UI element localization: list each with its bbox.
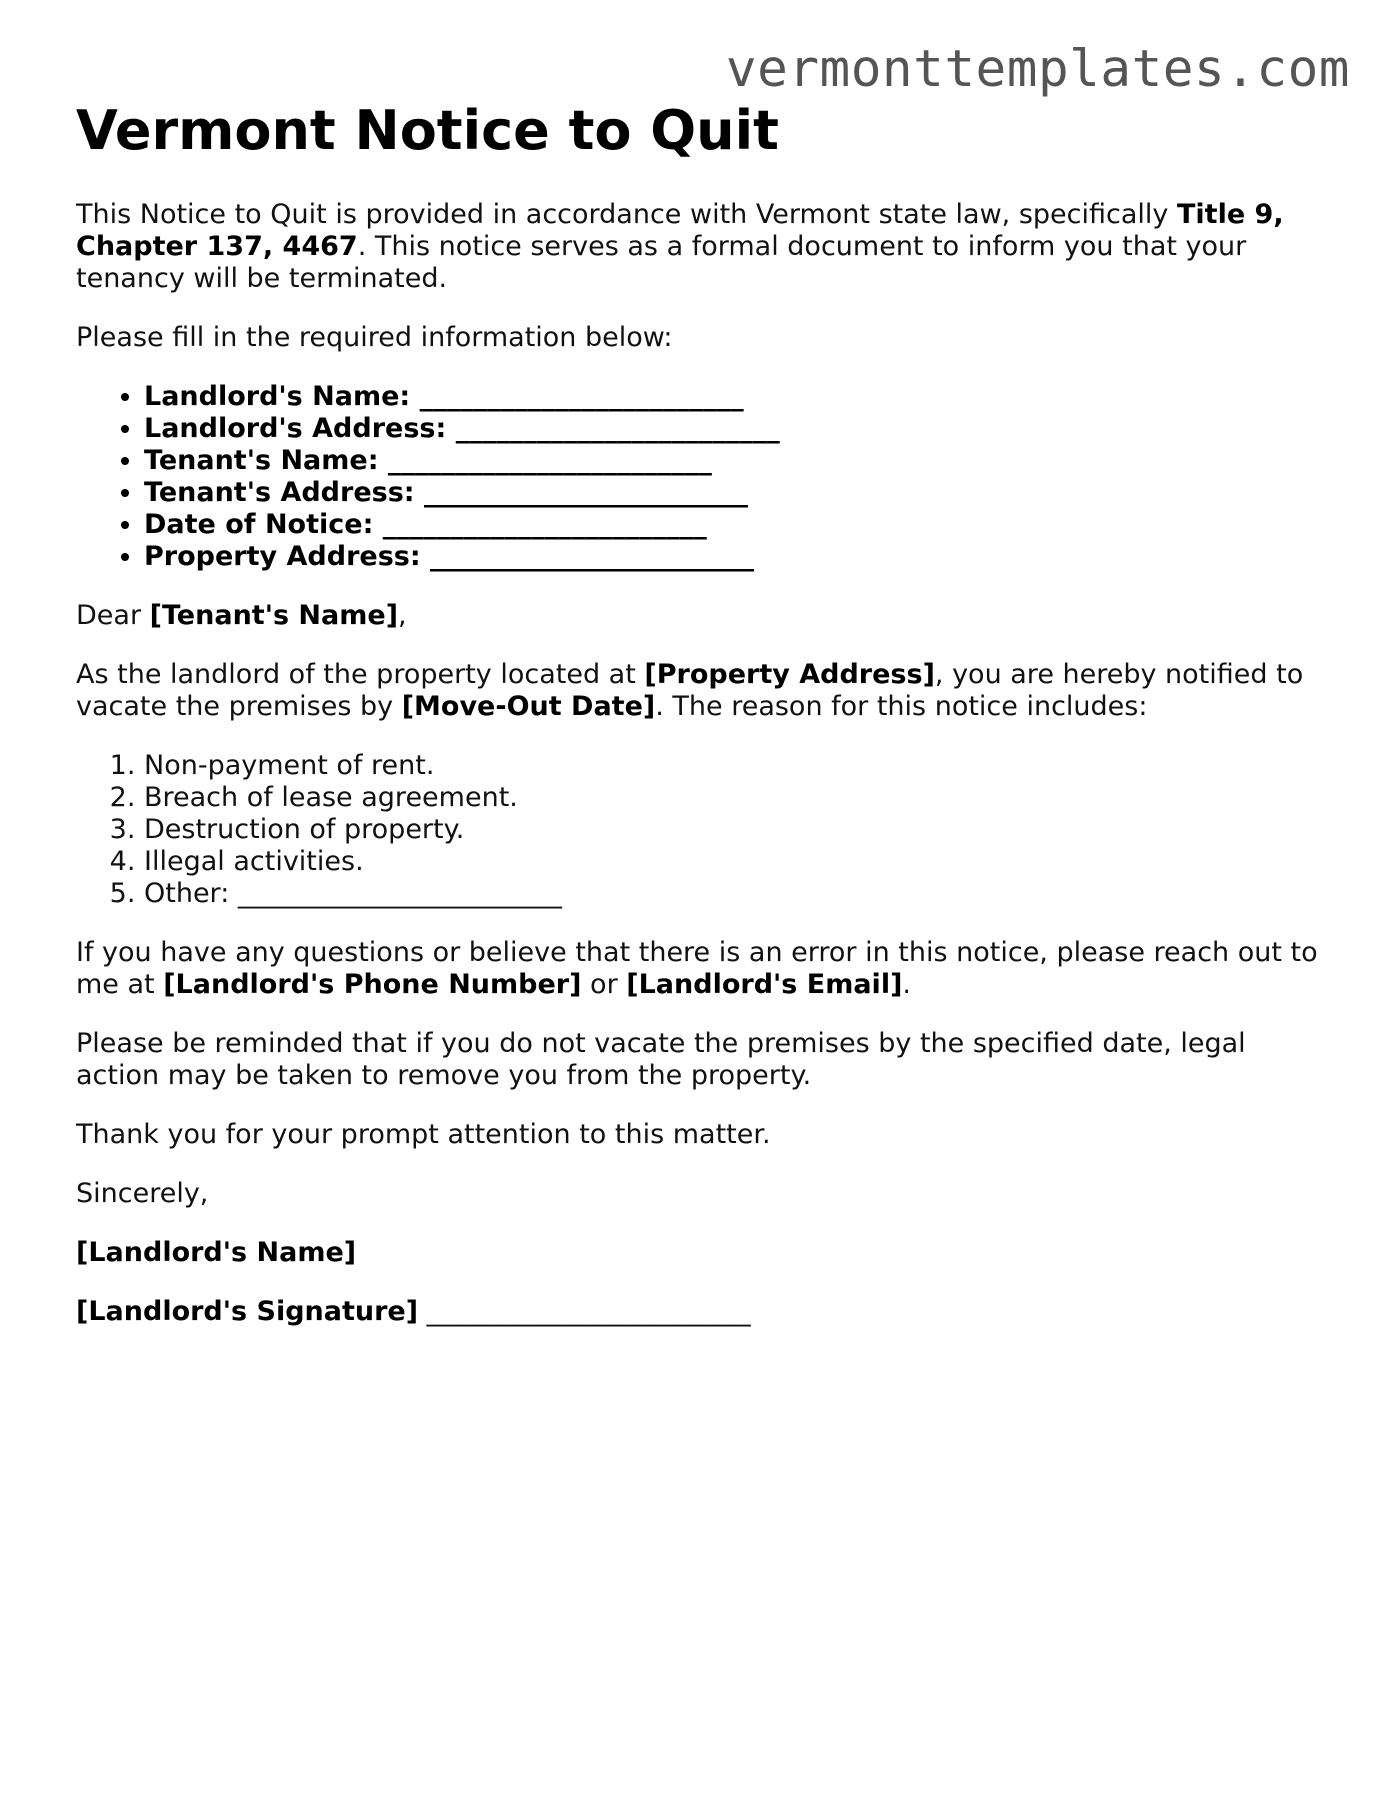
notice-text-1: As the landlord of the property located at: [76, 659, 645, 690]
phone-placeholder: [Landlord's Phone Number]: [163, 969, 582, 1000]
field-label: Tenant's Address:: [144, 477, 415, 508]
document-title: Vermont Notice to Quit: [76, 99, 779, 162]
field-date-of-notice: [144, 509, 1326, 541]
field-label: Tenant's Name:: [144, 445, 379, 476]
property-address-placeholder: [Property Address]: [644, 659, 935, 690]
blank-line: ________________________: [237, 878, 562, 909]
blank-line: ________________________: [387, 445, 712, 476]
fill-prompt: Please fill in the required information below:: [76, 322, 673, 353]
watermark-text: vermonttemplates.com: [725, 40, 1350, 99]
reason-item-other: [144, 878, 1326, 910]
contact-text-1: If you have any questions or believe that there is an error in this notice, please reach out to me at: [76, 937, 1318, 1000]
blank-line: ________________________: [430, 541, 755, 572]
email-placeholder: [Landlord's Email]: [626, 969, 903, 1000]
reason-item: 4. Illegal activities.: [144, 846, 1326, 878]
field-property-address: [144, 541, 1326, 573]
reason-item: 1. Non-payment of rent.: [144, 750, 1326, 782]
signature-line: [76, 1296, 1326, 1328]
field-tenant-address: [144, 477, 1326, 509]
field-tenant-name: [144, 445, 1326, 477]
required-fields-list: [76, 381, 1326, 573]
signature-label: [Landlord's Signature]: [76, 1296, 419, 1327]
blank-line: ________________________: [382, 509, 707, 540]
landlord-name-placeholder: [Landlord's Name]: [76, 1237, 357, 1268]
field-landlord-name: [144, 381, 1326, 413]
reason-other-label: Other:: [144, 878, 238, 909]
tenant-name-placeholder: [Tenant's Name]: [149, 600, 399, 631]
field-label: Landlord's Name:: [144, 381, 411, 412]
contact-text-2: or: [581, 969, 627, 1000]
greeting-word: Dear: [76, 600, 150, 631]
reason-item: 3. Destruction of property.: [144, 814, 1326, 846]
field-label: Landlord's Address:: [144, 413, 447, 444]
move-out-date-placeholder: [Move-Out Date]: [401, 691, 656, 722]
field-label: Property Address:: [144, 541, 421, 572]
contact-text-3: .: [902, 969, 912, 1000]
notice-text-2: , you are hereby notified to vacate the premises by: [76, 659, 1304, 722]
greeting-punct: ,: [398, 600, 407, 631]
blank-line: ________________________: [419, 381, 744, 412]
intro-text-1: This Notice to Quit is provided in accordance with Vermont state law, specifically: [76, 199, 1177, 230]
reasons-list: [76, 750, 1326, 910]
intro-text-2: . This notice serves as a formal document to inform you that your tenancy will be terminated.: [76, 231, 1247, 294]
field-label: Date of Notice:: [144, 509, 374, 540]
closing: Sincerely,: [76, 1178, 209, 1209]
notice-text-3: . The reason for this notice includes:: [655, 691, 1148, 722]
law-citation: Title 9, Chapter 137, 4467: [76, 199, 1284, 262]
intro-paragraph: [76, 199, 1326, 295]
blank-line: ________________________: [423, 477, 748, 508]
reason-item: 2. Breach of lease agreement.: [144, 782, 1326, 814]
field-landlord-address: [144, 413, 1326, 445]
blank-line: ________________________: [455, 413, 780, 444]
thanks-paragraph: Thank you for your prompt attention to this matter.: [76, 1119, 771, 1150]
greeting: [76, 600, 1326, 632]
reminder-paragraph: Please be reminded that if you do not vacate the premises by the specified date, legal action may be taken to remove you from the property.: [76, 1028, 1246, 1091]
notice-paragraph: [76, 659, 1326, 723]
blank-line: ________________________: [426, 1296, 751, 1327]
contact-paragraph: [76, 937, 1326, 1001]
document-page: [76, 96, 1326, 1328]
signer-name: [76, 1237, 1326, 1269]
